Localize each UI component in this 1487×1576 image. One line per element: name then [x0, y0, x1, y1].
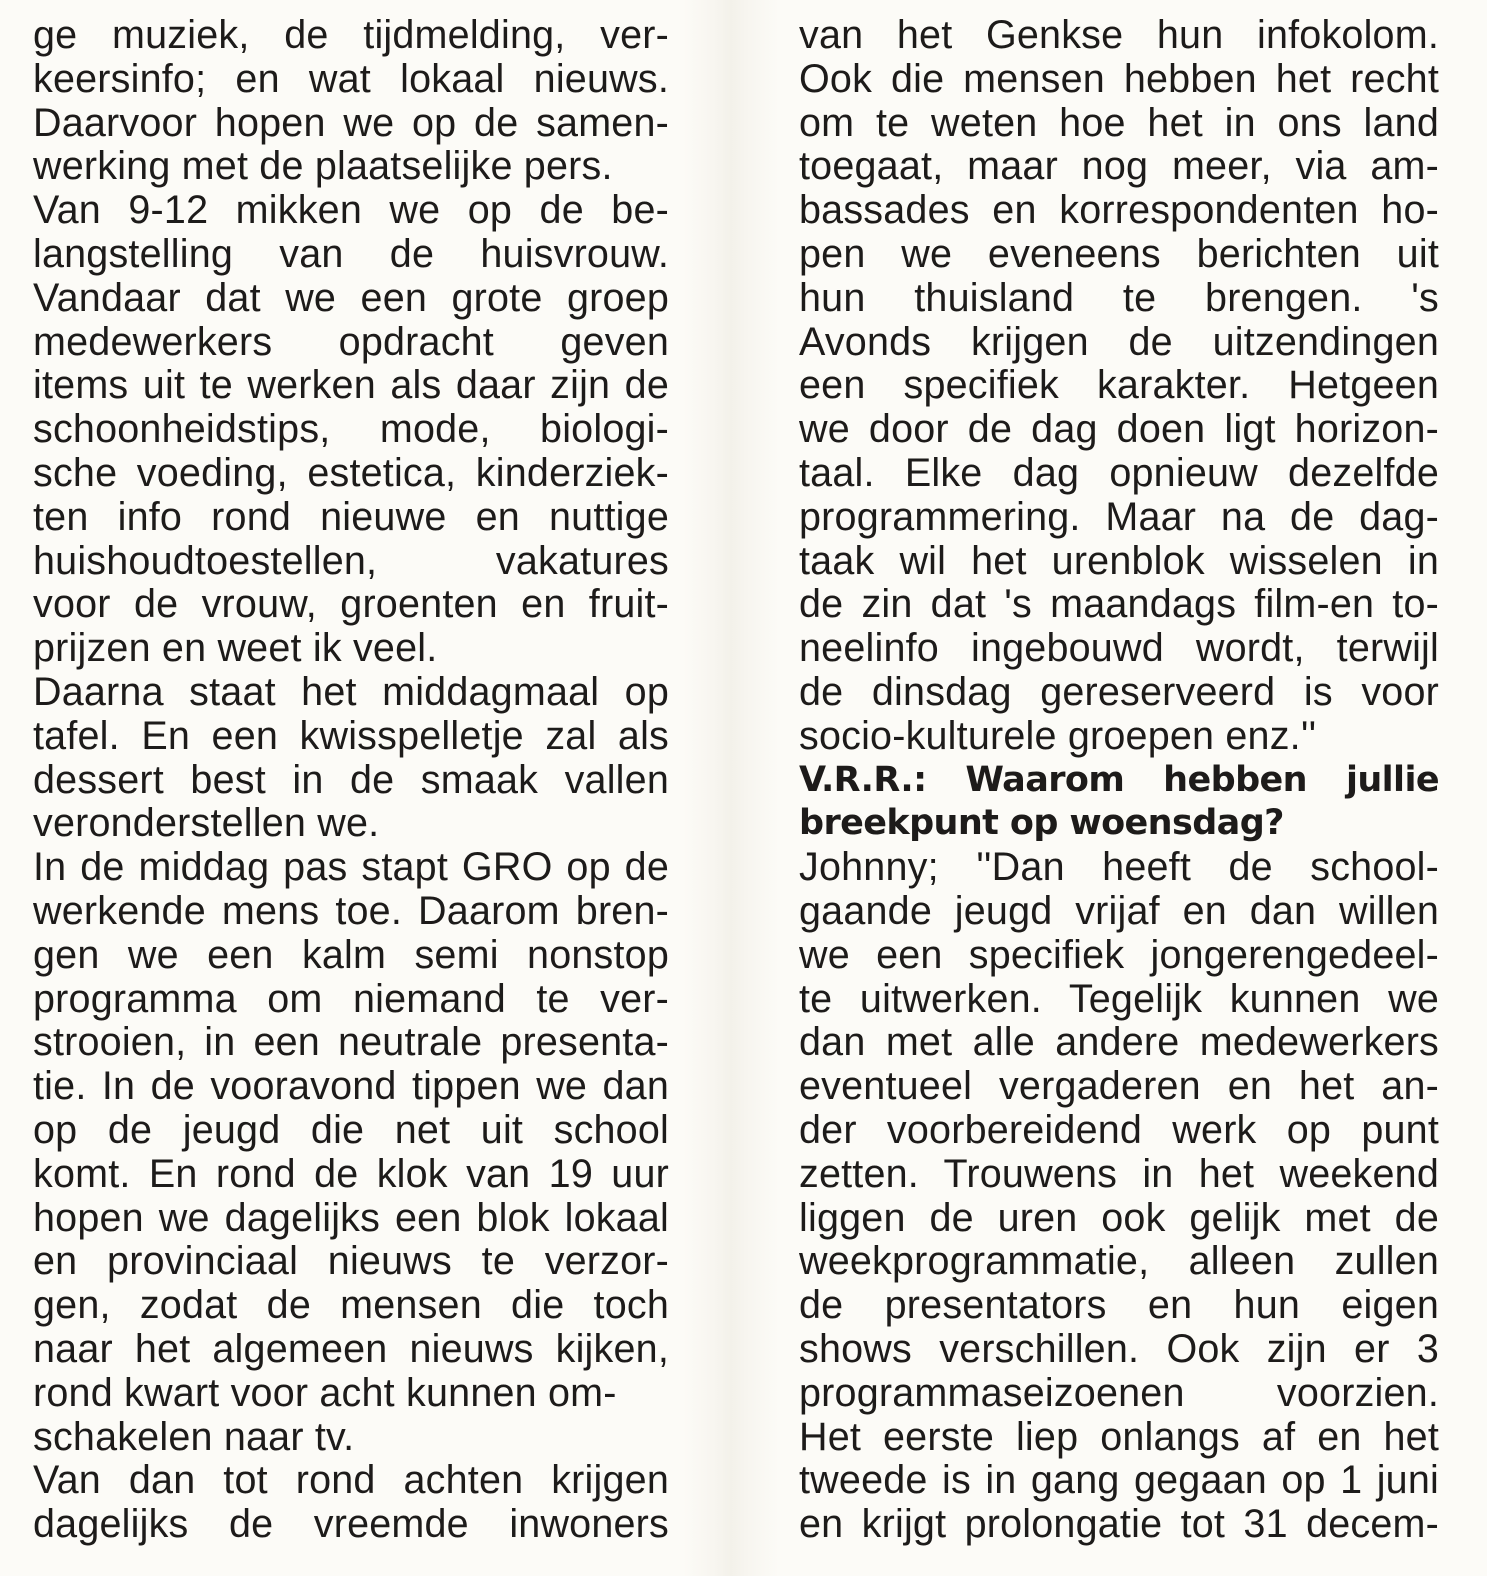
left-column-text-line: gen, zodat de mensen die toch — [33, 1284, 669, 1328]
right-column-text-line: en krijgt prolongatie tot 31 decem- — [799, 1503, 1439, 1547]
left-column-text-line: gen we een kalm semi nonstop — [33, 933, 669, 977]
left-column-text-line: ten info rond nieuwe en nuttige — [33, 495, 669, 539]
left-column-text-line: items uit te werken als daar zijn de — [33, 364, 669, 408]
left-column-text-line: Vandaar dat we een grote groep — [33, 276, 669, 320]
left-column-text-line: Van 9-12 mikken we op de be- — [33, 189, 669, 233]
right-column-text-line: Avonds krijgen de uitzendingen — [799, 320, 1439, 364]
left-column-text-line: keersinfo; en wat lokaal nieuws. — [33, 57, 669, 101]
right-column-text-line: pen we eveneens berichten uit — [799, 232, 1439, 276]
right-column-question-line: V.R.R.: Waarom hebben jullie — [799, 759, 1439, 800]
left-column-text-line: Van dan tot rond achten krijgen — [33, 1459, 669, 1503]
left-column-text-line: programma om niemand te ver- — [33, 977, 669, 1021]
left-column-text-line: sche voeding, estetica, kinderziek- — [33, 451, 669, 495]
right-column-text-line: de presentators en hun eigen — [799, 1284, 1439, 1328]
right-column-text-line: zetten. Trouwens in het weekend — [799, 1152, 1439, 1196]
left-column-text-line: Daarna staat het middagmaal op — [33, 670, 669, 714]
left-column-text-line: rond kwart voor acht kunnen om- — [33, 1370, 617, 1415]
right-column-text-line: hun thuisland te brengen. 's — [799, 276, 1439, 320]
right-column-text-line: van het Genkse hun infokolom. — [799, 14, 1439, 57]
left-column-text-line: komt. En rond de klok van 19 uur — [33, 1152, 669, 1196]
right-column-text-line: tweede is in gang gegaan op 1 juni — [799, 1459, 1439, 1503]
right-column-text-line: toegaat, maar nog meer, via am- — [799, 145, 1439, 189]
right-column-text-line: der voorbereidend werk op punt — [799, 1108, 1439, 1152]
left-column-text-line: Daarvoor hopen we op de samen- — [33, 101, 669, 145]
right-column-text-line: weekprogrammatie, alleen zullen — [799, 1240, 1439, 1284]
right-column-text-line: Johnny; ''Dan heeft de school- — [799, 846, 1439, 890]
left-column-text-line: voor de vrouw, groenten en fruit- — [33, 583, 669, 627]
right-column-text-line: Ook die mensen hebben het recht — [799, 57, 1439, 101]
right-column-text-line: Het eerste liep onlangs af en het — [799, 1415, 1439, 1459]
left-column-text-line: huishoudtoestellen, vakatures — [33, 539, 669, 583]
right-column-text-line: we door de dag doen ligt horizon- — [799, 408, 1439, 452]
left-column-text-line: In de middag pas stapt GRO op de — [33, 846, 669, 890]
right-text-column — [799, 14, 1439, 1547]
right-column-text-line: taak wil het urenblok wisselen in — [799, 539, 1439, 583]
right-column-text-line: om te weten hoe het in ons land — [799, 101, 1439, 145]
left-column-text-line: werkende mens toe. Daarom bren- — [33, 889, 669, 933]
right-column-text-line: dan met alle andere medewerkers — [799, 1021, 1439, 1065]
right-column-text-line: bassades en korrespondenten ho- — [799, 189, 1439, 233]
left-column-text-line: schakelen naar tv. — [33, 1414, 355, 1459]
right-column-text-line: socio-kulturele groepen enz.'' — [799, 713, 1317, 758]
left-column-text-line: dagelijks de vreemde inwoners — [33, 1503, 669, 1547]
left-column-text-line: op de jeugd die net uit school — [33, 1108, 669, 1152]
right-column-text-line: shows verschillen. Ook zijn er 3 — [799, 1327, 1439, 1371]
right-column-text-line: taal. Elke dag opnieuw dezelfde — [799, 451, 1439, 495]
left-column-text-line: naar het algemeen nieuws kijken, — [33, 1327, 669, 1371]
left-column-text-line: strooien, in een neutrale presenta- — [33, 1021, 669, 1065]
left-column-text-line: langstelling van de huisvrouw. — [33, 232, 669, 276]
left-column-text-line: tie. In de vooravond tippen we dan — [33, 1065, 669, 1109]
left-column-text-line: en provinciaal nieuws te verzor- — [33, 1240, 669, 1284]
left-column-text-line: veronderstellen we. — [33, 801, 380, 846]
left-column-text-line: prijzen en weet ik veel. — [33, 626, 438, 671]
right-column-text-line: eventueel vergaderen en het an- — [799, 1065, 1439, 1109]
right-column-text-line: gaande jeugd vrijaf en dan willen — [799, 889, 1439, 933]
right-column-text-line: de zin dat 's maandags film-en to- — [799, 583, 1439, 627]
left-column-text-line: schoonheidstips, mode, biologi- — [33, 408, 669, 452]
left-column-text-line: werking met de plaatselijke pers. — [33, 144, 613, 189]
right-column-text-line: programmaseizoenen voorzien. — [799, 1371, 1439, 1415]
left-column-text-line: medewerkers opdracht geven — [33, 320, 669, 364]
left-text-column — [33, 14, 669, 1547]
left-column-text-line: tafel. En een kwisspelletje zal als — [33, 714, 669, 758]
right-column-question-line: breekpunt op woensdag? — [799, 803, 1284, 844]
left-column-text-line: ge muziek, de tijdmelding, ver- — [33, 14, 669, 57]
right-column-text-line: een specifiek karakter. Hetgeen — [799, 364, 1439, 408]
right-column-text-line: liggen de uren ook gelijk met de — [799, 1196, 1439, 1240]
column-gutter — [683, 0, 779, 1576]
right-column-text-line: we een specifiek jongerengedeel- — [799, 933, 1439, 977]
right-column-text-line: te uitwerken. Tegelijk kunnen we — [799, 977, 1439, 1021]
right-column-text-line: de dinsdag gereserveerd is voor — [799, 670, 1439, 714]
left-column-text-line: dessert best in de smaak vallen — [33, 758, 669, 802]
right-column-text-line: programmering. Maar na de dag- — [799, 495, 1439, 539]
left-column-text-line: hopen we dagelijks een blok lokaal — [33, 1196, 669, 1240]
right-column-text-line: neelinfo ingebouwd wordt, terwijl — [799, 627, 1439, 671]
